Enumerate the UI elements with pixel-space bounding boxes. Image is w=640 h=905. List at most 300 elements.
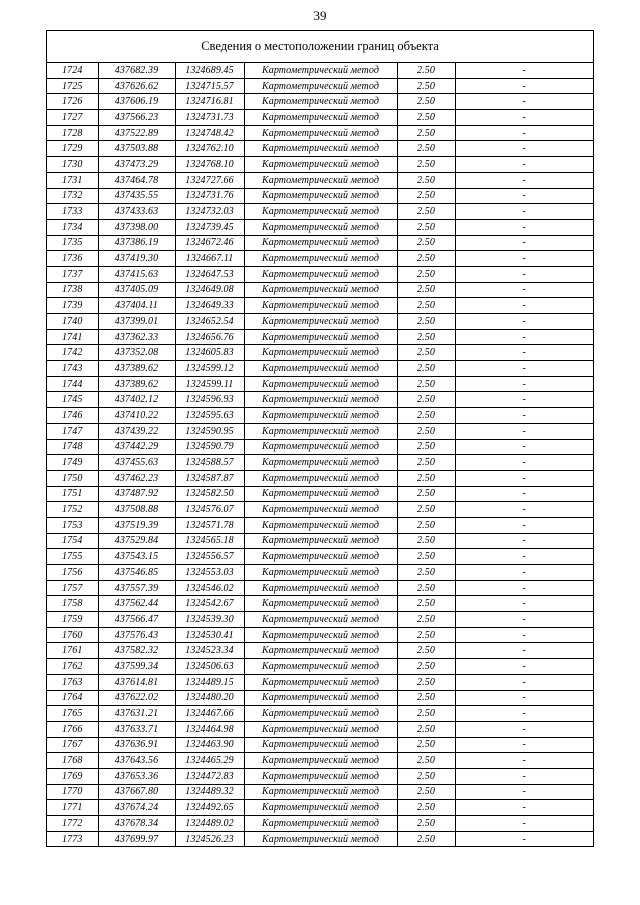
- accuracy-cell: 2.50: [397, 266, 455, 282]
- table-row: [47, 690, 593, 706]
- method-cell: Картометрический метод: [244, 188, 397, 204]
- table-row: [47, 298, 593, 314]
- coordinate-y-cell: 1324489.32: [175, 784, 244, 800]
- description-cell: -: [522, 833, 526, 845]
- coordinate-x-cell: 437389.62: [98, 376, 175, 392]
- point-number-cell: 1732: [47, 188, 98, 204]
- point-number-cell: 1767: [47, 737, 98, 753]
- description-cell: -: [455, 580, 593, 596]
- method-cell: Картометрический метод: [244, 612, 397, 628]
- method-cell: Картометрический метод: [244, 172, 397, 188]
- coordinate-y-cell: 1324689.45: [175, 63, 244, 78]
- table-row: [47, 470, 593, 486]
- point-number-cell: 1742: [47, 345, 98, 361]
- point-number-cell: 1769: [47, 768, 98, 784]
- accuracy-cell: 2.50: [397, 721, 455, 737]
- accuracy-cell: 2.50: [397, 361, 455, 377]
- accuracy-cell: 2.50: [397, 125, 455, 141]
- description-cell: -: [455, 235, 593, 251]
- coordinate-y-cell: 1324672.46: [175, 235, 244, 251]
- accuracy-cell: 2.50: [397, 251, 455, 267]
- point-number-cell: 1748: [47, 439, 98, 455]
- coordinate-x-cell: 437582.32: [98, 643, 175, 659]
- table-row: [47, 659, 593, 675]
- coordinate-y-cell: 1324748.42: [175, 125, 244, 141]
- coordinate-y-cell: 1324467.66: [175, 706, 244, 722]
- method-cell: Картометрический метод: [244, 737, 397, 753]
- coordinate-x-cell: 437631.21: [98, 706, 175, 722]
- method-cell: Картометрический метод: [244, 125, 397, 141]
- point-number-cell: 1772: [47, 816, 98, 832]
- accuracy-cell: 2.50: [397, 690, 455, 706]
- table-row: [47, 329, 593, 345]
- method-cell: Картометрический метод: [244, 439, 397, 455]
- accuracy-cell: 2.50: [397, 110, 455, 126]
- coordinate-y-cell: 1324464.98: [175, 721, 244, 737]
- accuracy-cell: 2.50: [397, 470, 455, 486]
- coordinate-x-cell: 437415.63: [98, 266, 175, 282]
- method-cell: Картометрический метод: [244, 392, 397, 408]
- description-cell: -: [455, 721, 593, 737]
- coordinate-x-cell: 437362.33: [98, 329, 175, 345]
- coordinate-y-cell: 1324667.11: [175, 251, 244, 267]
- coordinate-y-cell: 1324463.90: [175, 737, 244, 753]
- description-cell: -: [455, 188, 593, 204]
- description-cell: -: [455, 94, 593, 110]
- method-cell: Картометрический метод: [244, 517, 397, 533]
- method-cell: Картометрический метод: [244, 674, 397, 690]
- accuracy-cell: 2.50: [397, 784, 455, 800]
- coordinate-x-cell: 437636.91: [98, 737, 175, 753]
- description-cell: -: [455, 612, 593, 628]
- coordinate-x-cell: 437653.36: [98, 768, 175, 784]
- method-cell: Картометрический метод: [244, 141, 397, 157]
- point-number-cell: 1724: [47, 63, 98, 78]
- point-number-cell: 1738: [47, 282, 98, 298]
- description-cell: -: [455, 251, 593, 267]
- point-number-cell: 1726: [47, 94, 98, 110]
- accuracy-cell: 2.50: [397, 753, 455, 769]
- description-cell: -: [455, 706, 593, 722]
- coordinate-y-cell: 1324480.20: [175, 690, 244, 706]
- coordinate-x-cell: 437389.62: [98, 361, 175, 377]
- accuracy-cell: 2.50: [397, 314, 455, 330]
- description-cell: -: [455, 314, 593, 330]
- point-number-cell: 1762: [47, 659, 98, 675]
- table-row: [47, 831, 593, 846]
- method-cell: Картометрический метод: [244, 314, 397, 330]
- table-row: [47, 94, 593, 110]
- description-cell: -: [455, 329, 593, 345]
- method-cell: Картометрический метод: [244, 94, 397, 110]
- page-number: 39: [313, 8, 327, 23]
- coordinate-x-cell: 437519.39: [98, 517, 175, 533]
- accuracy-cell: 2.50: [397, 580, 455, 596]
- coordinate-x-cell: 437386.19: [98, 235, 175, 251]
- description-cell: -: [455, 204, 593, 220]
- accuracy-cell: 2.50: [397, 172, 455, 188]
- description-cell: -: [455, 674, 593, 690]
- method-cell: Картометрический метод: [244, 816, 397, 832]
- table-row: [47, 565, 593, 581]
- point-number-cell: 1754: [47, 533, 98, 549]
- table-row: [47, 517, 593, 533]
- accuracy-cell: 2.50: [397, 423, 455, 439]
- point-number-cell: 1752: [47, 502, 98, 518]
- point-number-cell: 1749: [47, 455, 98, 471]
- point-number-cell: 1731: [47, 172, 98, 188]
- point-number-cell: 1771: [47, 800, 98, 816]
- accuracy-cell: 2.50: [397, 298, 455, 314]
- coordinate-y-cell: 1324472.83: [175, 768, 244, 784]
- coordinate-y-cell: 1324582.50: [175, 486, 244, 502]
- coordinate-y-cell: 1324739.45: [175, 219, 244, 235]
- coordinate-x-cell: 437462.23: [98, 470, 175, 486]
- table-row: [47, 486, 593, 502]
- accuracy-cell: 2.50: [397, 486, 455, 502]
- coordinate-y-cell: 1324599.11: [175, 376, 244, 392]
- point-number-cell: 1733: [47, 204, 98, 220]
- method-cell: Картометрический метод: [244, 706, 397, 722]
- coordinate-x-cell: 437398.00: [98, 219, 175, 235]
- description-cell: -: [455, 753, 593, 769]
- accuracy-cell: 2.50: [397, 392, 455, 408]
- accuracy-cell: 2.50: [397, 674, 455, 690]
- coordinate-x-cell: 437667.80: [98, 784, 175, 800]
- table-row: [47, 768, 593, 784]
- coordinate-x-cell: 437566.47: [98, 612, 175, 628]
- point-number-cell: 1730: [47, 157, 98, 173]
- description-cell: -: [455, 627, 593, 643]
- table-row: [47, 251, 593, 267]
- point-number-cell: 1736: [47, 251, 98, 267]
- table-row: [47, 345, 593, 361]
- coordinate-x-cell: 437614.81: [98, 674, 175, 690]
- method-cell: Картометрический метод: [244, 721, 397, 737]
- table-row: [47, 110, 593, 126]
- table-row: [47, 816, 593, 832]
- description-cell: -: [455, 737, 593, 753]
- description-cell: -: [455, 517, 593, 533]
- coordinate-x-cell: 437439.22: [98, 423, 175, 439]
- description-cell: -: [455, 800, 593, 816]
- method-cell: Картометрический метод: [244, 580, 397, 596]
- description-cell: -: [455, 533, 593, 549]
- accuracy-cell: 2.50: [397, 455, 455, 471]
- coordinate-x-cell: 437682.39: [98, 63, 175, 78]
- method-cell: Картометрический метод: [244, 329, 397, 345]
- method-cell: Картометрический метод: [244, 63, 397, 78]
- coordinate-x-cell: 437464.78: [98, 172, 175, 188]
- table-row: [47, 78, 593, 94]
- coordinate-y-cell: 1324732.03: [175, 204, 244, 220]
- table-row: [47, 533, 593, 549]
- coordinate-y-cell: 1324647.53: [175, 266, 244, 282]
- coordinate-x-cell: 437419.30: [98, 251, 175, 267]
- coordinate-y-cell: 1324716.81: [175, 94, 244, 110]
- coordinate-y-cell: 1324715.57: [175, 78, 244, 94]
- point-number-cell: 1763: [47, 674, 98, 690]
- table-row: [47, 439, 593, 455]
- coordinate-x-cell: 437473.29: [98, 157, 175, 173]
- description-cell: -: [455, 502, 593, 518]
- coordinate-x-cell: 437557.39: [98, 580, 175, 596]
- point-number-cell: 1747: [47, 423, 98, 439]
- boundary-points-table: [47, 63, 593, 846]
- coordinate-y-cell: 1324605.83: [175, 345, 244, 361]
- table-row: [47, 706, 593, 722]
- accuracy-cell: 2.50: [397, 565, 455, 581]
- accuracy-cell: 2.50: [397, 768, 455, 784]
- accuracy-cell: 2.50: [397, 94, 455, 110]
- method-cell: Картометрический метод: [244, 110, 397, 126]
- coordinate-y-cell: 1324542.67: [175, 596, 244, 612]
- accuracy-cell: 2.50: [397, 376, 455, 392]
- boundary-table-frame: [46, 30, 594, 847]
- coordinate-y-cell: 1324587.87: [175, 470, 244, 486]
- method-cell: Картометрический метод: [244, 753, 397, 769]
- method-cell: Картометрический метод: [244, 659, 397, 675]
- method-cell: Картометрический метод: [244, 533, 397, 549]
- description-cell: -: [455, 784, 593, 800]
- coordinate-x-cell: 437699.97: [98, 831, 175, 846]
- table-row: [47, 596, 593, 612]
- point-number-cell: 1756: [47, 565, 98, 581]
- table-row: [47, 361, 593, 377]
- description-cell: -: [455, 63, 593, 78]
- accuracy-cell: 2.50: [397, 737, 455, 753]
- description-cell: -: [455, 565, 593, 581]
- description-cell: -: [455, 549, 593, 565]
- coordinate-x-cell: 437442.29: [98, 439, 175, 455]
- coordinate-y-cell: 1324576.07: [175, 502, 244, 518]
- table-row: [47, 314, 593, 330]
- table-row: [47, 172, 593, 188]
- coordinate-y-cell: 1324553.03: [175, 565, 244, 581]
- method-cell: Картометрический метод: [244, 408, 397, 424]
- accuracy-cell: 2.50: [397, 345, 455, 361]
- table-title: Сведения о местоположении границ объекта: [47, 31, 593, 63]
- point-number-cell: 1745: [47, 392, 98, 408]
- coordinate-x-cell: 437402.12: [98, 392, 175, 408]
- point-number-cell: 1734: [47, 219, 98, 235]
- description-cell: -: [455, 172, 593, 188]
- accuracy-cell: 2.50: [397, 517, 455, 533]
- coordinate-y-cell: 1324727.66: [175, 172, 244, 188]
- accuracy-cell: 2.50: [397, 141, 455, 157]
- point-number-cell: 1746: [47, 408, 98, 424]
- coordinate-x-cell: 437435.55: [98, 188, 175, 204]
- table-row: [47, 455, 593, 471]
- accuracy-cell: 2.50: [397, 596, 455, 612]
- coordinate-y-cell: 1324762.10: [175, 141, 244, 157]
- table-row: [47, 580, 593, 596]
- table-row: [47, 784, 593, 800]
- accuracy-cell: 2.50: [397, 78, 455, 94]
- table-row: [47, 549, 593, 565]
- coordinate-x-cell: 437546.85: [98, 565, 175, 581]
- point-number-cell: 1759: [47, 612, 98, 628]
- table-row: [47, 235, 593, 251]
- coordinate-x-cell: 437622.02: [98, 690, 175, 706]
- coordinate-y-cell: 1324492.65: [175, 800, 244, 816]
- coordinate-y-cell: 1324523.34: [175, 643, 244, 659]
- point-number-cell: 1739: [47, 298, 98, 314]
- table-row: [47, 188, 593, 204]
- accuracy-cell: 2.50: [397, 533, 455, 549]
- point-number-cell: 1750: [47, 470, 98, 486]
- accuracy-cell: 2.50: [397, 282, 455, 298]
- method-cell: Картометрический метод: [244, 565, 397, 581]
- method-cell: Картометрический метод: [244, 596, 397, 612]
- coordinate-y-cell: 1324768.10: [175, 157, 244, 173]
- coordinate-x-cell: 437529.84: [98, 533, 175, 549]
- coordinate-y-cell: 1324599.12: [175, 361, 244, 377]
- coordinate-y-cell: 1324652.54: [175, 314, 244, 330]
- point-number-cell: 1744: [47, 376, 98, 392]
- point-number-cell: 1766: [47, 721, 98, 737]
- method-cell: Картометрический метод: [244, 455, 397, 471]
- coordinate-x-cell: 437566.23: [98, 110, 175, 126]
- coordinate-y-cell: 1324595.63: [175, 408, 244, 424]
- coordinate-y-cell: 1324530.41: [175, 627, 244, 643]
- method-cell: Картометрический метод: [244, 235, 397, 251]
- coordinate-x-cell: 437576.43: [98, 627, 175, 643]
- coordinate-x-cell: 437410.22: [98, 408, 175, 424]
- table-row: [47, 721, 593, 737]
- method-cell: Картометрический метод: [244, 157, 397, 173]
- accuracy-cell: 2.50: [397, 63, 455, 78]
- point-number-cell: 1729: [47, 141, 98, 157]
- coordinate-x-cell: 437643.56: [98, 753, 175, 769]
- table-row: [47, 800, 593, 816]
- description-cell: -: [455, 298, 593, 314]
- description-cell: -: [455, 470, 593, 486]
- coordinate-y-cell: 1324590.95: [175, 423, 244, 439]
- method-cell: Картометрический метод: [244, 266, 397, 282]
- description-cell: -: [455, 455, 593, 471]
- coordinate-y-cell: 1324539.30: [175, 612, 244, 628]
- point-number-cell: 1737: [47, 266, 98, 282]
- method-cell: Картометрический метод: [244, 78, 397, 94]
- point-number-cell: 1735: [47, 235, 98, 251]
- coordinate-x-cell: 437433.63: [98, 204, 175, 220]
- coordinate-y-cell: 1324465.29: [175, 753, 244, 769]
- table-row: [47, 63, 593, 78]
- point-number-cell: 1727: [47, 110, 98, 126]
- coordinate-x-cell: 437405.09: [98, 282, 175, 298]
- accuracy-cell: 2.50: [397, 612, 455, 628]
- table-row: [47, 737, 593, 753]
- coordinate-y-cell: 1324656.76: [175, 329, 244, 345]
- method-cell: Картометрический метод: [244, 423, 397, 439]
- table-row: [47, 502, 593, 518]
- coordinate-x-cell: 437503.88: [98, 141, 175, 157]
- accuracy-cell: 2.50: [397, 329, 455, 345]
- method-cell: Картометрический метод: [244, 549, 397, 565]
- accuracy-cell: 2.50: [397, 439, 455, 455]
- method-cell: Картометрический метод: [244, 831, 397, 846]
- description-cell: -: [455, 596, 593, 612]
- point-number-cell: 1741: [47, 329, 98, 345]
- table-row: [47, 612, 593, 628]
- table-body: [47, 63, 593, 846]
- method-cell: Картометрический метод: [244, 219, 397, 235]
- description-cell: -: [455, 439, 593, 455]
- description-cell: -: [455, 376, 593, 392]
- coordinate-x-cell: 437674.24: [98, 800, 175, 816]
- accuracy-cell: 2.50: [397, 643, 455, 659]
- coordinate-x-cell: 437404.11: [98, 298, 175, 314]
- method-cell: Картометрический метод: [244, 298, 397, 314]
- point-number-cell: 1773: [47, 831, 98, 846]
- description-cell: -: [455, 643, 593, 659]
- point-number-cell: 1760: [47, 627, 98, 643]
- method-cell: Картометрический метод: [244, 282, 397, 298]
- description-cell: -: [455, 361, 593, 377]
- coordinate-y-cell: 1324596.93: [175, 392, 244, 408]
- coordinate-y-cell: 1324556.57: [175, 549, 244, 565]
- table-row: [47, 376, 593, 392]
- accuracy-cell: 2.50: [397, 800, 455, 816]
- coordinate-x-cell: 437487.92: [98, 486, 175, 502]
- description-cell: -: [455, 219, 593, 235]
- coordinate-x-cell: 437562.44: [98, 596, 175, 612]
- point-number-cell: 1743: [47, 361, 98, 377]
- method-cell: Картометрический метод: [244, 251, 397, 267]
- method-cell: Картометрический метод: [244, 204, 397, 220]
- description-cell: -: [455, 282, 593, 298]
- point-number-cell: 1751: [47, 486, 98, 502]
- method-cell: Картометрический метод: [244, 627, 397, 643]
- coordinate-y-cell: 1324571.78: [175, 517, 244, 533]
- accuracy-cell: 2.50: [397, 706, 455, 722]
- description-cell: -: [455, 125, 593, 141]
- coordinate-y-cell: 1324546.02: [175, 580, 244, 596]
- accuracy-cell: 2.50: [397, 219, 455, 235]
- accuracy-cell: 2.50: [397, 831, 455, 846]
- point-number-cell: 1728: [47, 125, 98, 141]
- coordinate-x-cell: 437678.34: [98, 816, 175, 832]
- table-row: [47, 753, 593, 769]
- method-cell: Картометрический метод: [244, 345, 397, 361]
- method-cell: Картометрический метод: [244, 502, 397, 518]
- accuracy-cell: 2.50: [397, 157, 455, 173]
- point-number-cell: 1757: [47, 580, 98, 596]
- accuracy-cell: 2.50: [397, 502, 455, 518]
- coordinate-x-cell: 437606.19: [98, 94, 175, 110]
- description-cell: -: [455, 141, 593, 157]
- description-cell: -: [455, 816, 593, 832]
- coordinate-x-cell: 437626.62: [98, 78, 175, 94]
- description-cell: -: [455, 78, 593, 94]
- coordinate-y-cell: 1324731.73: [175, 110, 244, 126]
- table-row: [47, 204, 593, 220]
- coordinate-y-cell: 1324526.23: [175, 831, 244, 846]
- method-cell: Картометрический метод: [244, 486, 397, 502]
- coordinate-x-cell: 437633.71: [98, 721, 175, 737]
- coordinate-y-cell: 1324489.02: [175, 816, 244, 832]
- table-row: [47, 125, 593, 141]
- coordinate-x-cell: 437522.89: [98, 125, 175, 141]
- point-number-cell: 1764: [47, 690, 98, 706]
- method-cell: Картометрический метод: [244, 643, 397, 659]
- method-cell: Картометрический метод: [244, 690, 397, 706]
- point-number-cell: 1755: [47, 549, 98, 565]
- point-number-cell: 1725: [47, 78, 98, 94]
- description-cell: -: [455, 110, 593, 126]
- description-cell: -: [455, 392, 593, 408]
